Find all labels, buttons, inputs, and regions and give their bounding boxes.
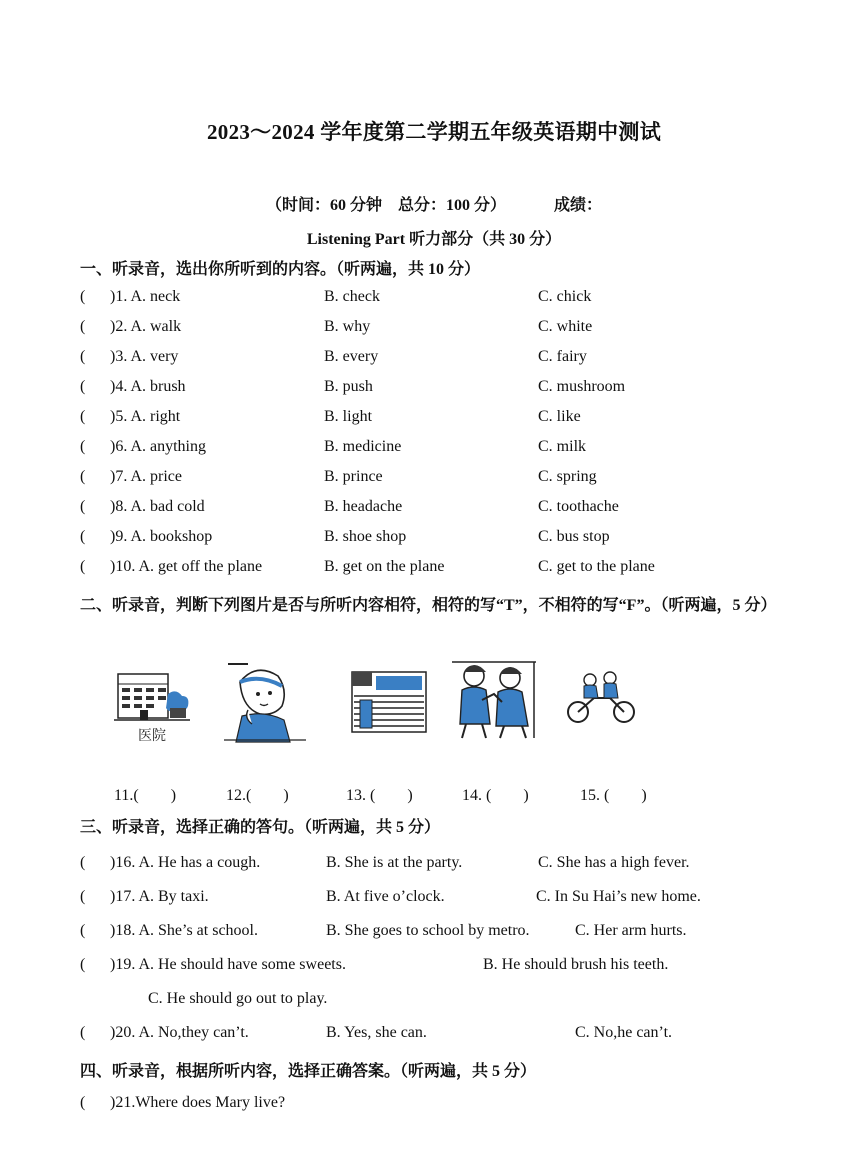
question-option-c: C. No,he can’t. [575,1024,673,1041]
question-option-a: )5. A. right [110,408,181,425]
question-option-c: C. bus stop [538,528,610,545]
question-option-a: )9. A. bookshop [110,528,213,545]
answer-paren: ( [80,468,86,485]
question-row [0,468,868,492]
picture-row [0,660,868,745]
question-option-a: )8. A. bad cold [110,498,205,515]
question-option-c: C. Her arm hurts. [575,922,687,939]
seaside-picture [350,666,430,736]
section4-heading: 四、听录音，根据所听内容，选择正确答案。（听两遍，共 5 分） [80,1063,537,1080]
answer-paren: ( [80,1024,86,1041]
answer-blank[interactable]: 12.( ) [226,787,289,804]
two-children-picture [452,660,538,740]
answer-paren: ( [80,888,86,905]
question-option-c: C. mushroom [538,378,626,395]
question-option-c: C. white [538,318,593,335]
question-option-a: )6. A. anything [110,438,206,455]
section3-heading: 三、听录音，选择正确的答句。（听两遍，共 5 分） [80,819,441,836]
question-option-b: B. At five o’clock. [326,888,445,905]
question-option-a: )17. A. By taxi. [110,888,209,905]
question-row [0,378,868,402]
hospital-label: 医院 [138,728,166,744]
question-row [0,922,868,946]
question-row [0,854,868,878]
question-option-b: B. check [324,288,380,305]
answer-blank[interactable]: 13. ( ) [346,787,413,804]
question-row [0,408,868,432]
question-option-b: B. every [324,348,379,365]
question-option-b: B. push [324,378,373,395]
question-option-c: C. He should go out to play. [148,990,328,1007]
question-option-a: )20. A. No,they can’t. [110,1024,249,1041]
question-option-c: C. In Su Hai’s new home. [536,888,701,905]
question-option-a: )7. A. price [110,468,182,485]
answer-paren: ( [80,922,86,939]
answer-blank[interactable]: 15. ( ) [580,787,647,804]
question-option-a: )18. A. She’s at school. [110,922,258,939]
question-row [0,498,868,522]
question-row [0,438,868,462]
answer-paren: ( [80,1094,86,1111]
question-row [0,1024,868,1048]
question-option-a: )4. A. brush [110,378,186,395]
bicycle-picture [562,668,642,728]
question-option-b: B. She is at the party. [326,854,463,871]
question-option-b: B. headache [324,498,403,515]
question-option-b: B. prince [324,468,383,485]
exam-info [0,192,868,215]
question-option-a: )1. A. neck [110,288,181,305]
question-row [0,558,868,582]
question-row [0,318,868,342]
question-option-b: B. She goes to school by metro. [326,922,530,939]
answer-paren: ( [80,528,86,545]
answer-paren: ( [80,854,86,871]
question-option-c: C. toothache [538,498,619,515]
answer-blank[interactable]: 11.( ) [114,787,177,804]
question-option-b: B. He should brush his teeth. [483,956,669,973]
question-row [0,956,868,980]
section1-heading: 一、听录音，选出你所听到的内容。（听两遍，共 10 分） [80,261,481,278]
question-option-a: )2. A. walk [110,318,182,335]
question-option-a: )3. A. very [110,348,179,365]
answer-paren: ( [80,348,86,365]
toothache-girl-picture [222,660,308,744]
question-option-c: C. She has a high fever. [538,854,690,871]
answer-paren: ( [80,318,86,335]
listening-part-title: Listening Part 听力部分（共 30 分） [306,231,562,248]
answer-paren: ( [80,378,86,395]
question-option-c: C. spring [538,468,597,485]
question-option-a: )16. A. He has a cough. [110,854,261,871]
question-row [0,1094,868,1118]
time-score-text: （时间：60 分钟 总分：100 分） [265,197,506,214]
exam-title: 2023～2024 学年度第二学期五年级英语期中测试 [206,120,662,144]
question-option-a: )10. A. get off the plane [110,558,263,575]
question-option-b: B. shoe shop [324,528,407,545]
question-option-a: )19. A. He should have some sweets. [110,956,346,973]
grade-label: 成绩： [554,197,603,214]
question-option-b: B. medicine [324,438,402,455]
answer-paren: ( [80,408,86,425]
answer-paren: ( [80,956,86,973]
hospital-picture [112,664,196,744]
question-option-c: C. fairy [538,348,587,365]
question-option-c: C. milk [538,438,587,455]
answer-paren: ( [80,558,86,575]
question-option-c: C. chick [538,288,592,305]
question-option-b: B. light [324,408,373,425]
answer-paren: ( [80,498,86,515]
answer-blank[interactable]: 14. ( ) [462,787,529,804]
answer-paren: ( [80,288,86,305]
question-row [0,528,868,552]
question-row [0,348,868,372]
question-option-c: C. get to the plane [538,558,655,575]
question-option-c: C. like [538,408,581,425]
question-option-b: B. why [324,318,371,335]
question-row [0,288,868,312]
question-option-b: B. Yes, she can. [326,1024,427,1041]
answer-paren: ( [80,438,86,455]
question-row [0,888,868,912]
question-option-b: B. get on the plane [324,558,445,575]
section2-heading: 二、听录音，判断下列图片是否与所听内容相符，相符的写“T”，不相符的写“F”。（听两遍，5 分） [80,597,777,614]
question-text: )21.Where does Mary live? [110,1094,286,1111]
